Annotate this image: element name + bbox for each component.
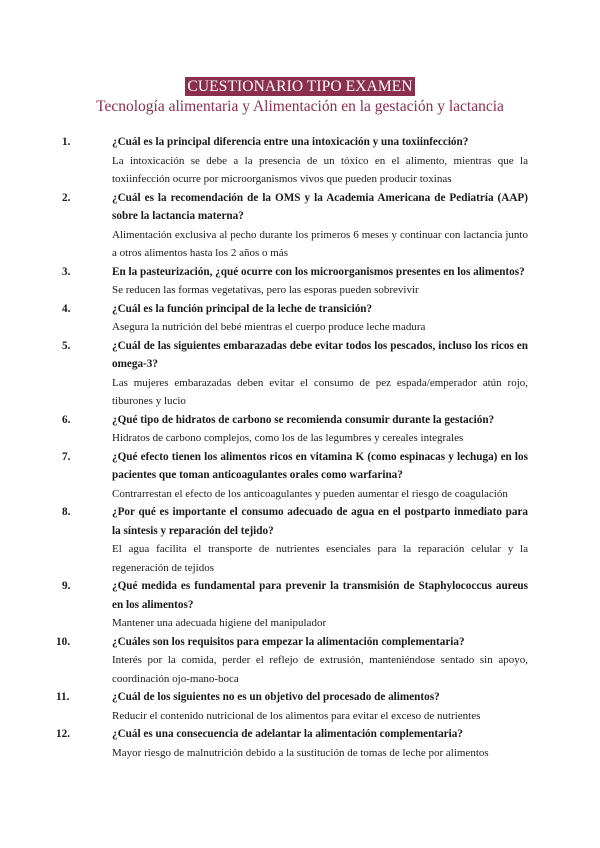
question-item	[56, 688, 528, 725]
answer-text: Interés por la comida, perder el reflejo de extrusión, manteniéndose sentado sin apoyo, coordinación ojo-mano-boca	[112, 654, 528, 685]
question-text: ¿Cuál es la función principal de la leche de transición?	[112, 302, 373, 315]
answer-text: Mantener una adecuada higiene del manipulador	[112, 617, 327, 629]
answer-text: Alimentación exclusiva al pecho durante los primeros 6 meses y continuar con lactancia junto a otros alimentos hasta los 2 años o más	[112, 228, 528, 259]
question-text: ¿Cuál es la recomendación de la OMS y la Academia Americana de Pediatría (AAP) sobre la lactancia materna?	[112, 191, 528, 222]
question-number: 6.	[62, 413, 71, 426]
question-text: ¿Cuáles son los requisitos para empezar la alimentación complementaria?	[112, 635, 465, 648]
question-number: 9.	[62, 580, 71, 592]
question-item	[62, 411, 528, 448]
question-number: 2.	[62, 191, 71, 204]
question-number: 1.	[62, 136, 71, 148]
question-item	[62, 133, 528, 189]
question-item	[62, 189, 528, 263]
answer-text: Contrarrestan el efecto de los anticoagulantes y pueden aumentar el riesgo de coagulación	[112, 487, 508, 500]
question-item	[62, 300, 528, 337]
question-number: 7.	[62, 450, 71, 463]
question-text: ¿Cuál es la principal diferencia entre una intoxicación y una toxiinfección?	[112, 136, 469, 148]
question-item	[62, 263, 528, 300]
answer-text: Asegura la nutrición del bebé mientras el cuerpo produce leche madura	[112, 321, 426, 333]
question-item	[62, 503, 528, 577]
question-number: 8.	[62, 506, 71, 518]
question-number: 11.	[56, 691, 70, 703]
question-item	[56, 725, 528, 762]
question-text: ¿Qué efecto tienen los alimentos ricos en vitamina K (como espinacas y lechuga) en los pacientes que toman anticoagulantes orales como warfarina?	[112, 450, 528, 481]
question-text: ¿Qué medida es fundamental para prevenir la transmisión de Staphylococcus aureus en los alimentos?	[112, 580, 528, 611]
document-subtitle: Tecnología alimentaria y Alimentación en la gestación y lactancia	[96, 98, 504, 115]
answer-text: La intoxicación se debe a la presencia de un tóxico en el alimento, mientras que la toxiinfección ocurre por microorganismos vivos que pueden producir toxinas	[112, 154, 528, 185]
answer-text: Hidratos de carbono complejos, como los de las legumbres y cereales integrales	[112, 432, 464, 444]
question-text: ¿Cuál es una consecuencia de adelantar la alimentación complementaria?	[112, 728, 463, 740]
answer-text: Las mujeres embarazadas deben evitar el consumo de pez espada/emperador atún rojo, tiburones y lucio	[112, 376, 528, 407]
question-item	[62, 448, 528, 504]
question-text: ¿Cuál de las siguientes embarazadas debe evitar todos los pescados, incluso los ricos en omega-3?	[112, 339, 528, 370]
answer-text: Mayor riesgo de malnutrición debido a la sustitución de tomas de leche por alimentos	[112, 746, 489, 759]
answer-text: Se reducen las formas vegetativas, pero las esporas pueden sobrevivir	[112, 284, 419, 296]
question-text: ¿Por qué es importante el consumo adecuado de agua en el postparto inmediato para la síntesis y reparación del tejido?	[112, 506, 528, 537]
title-wrapper	[0, 77, 600, 96]
question-list	[56, 133, 528, 762]
answer-text: El agua facilita el transporte de nutrientes esenciales para la reparación celular y la regeneración de tejidos	[112, 543, 528, 574]
question-text: ¿Cuál de los siguientes no es un objetivo del procesado de alimentos?	[112, 691, 440, 703]
question-number: 12.	[56, 728, 70, 740]
question-text: ¿Qué tipo de hidratos de carbono se recomienda consumir durante la gestación?	[112, 413, 495, 426]
answer-text: Reducir el contenido nutricional de los alimentos para evitar el exceso de nutrientes	[112, 709, 481, 722]
question-number: 10.	[56, 635, 70, 648]
question-number: 3.	[62, 265, 71, 278]
question-item	[62, 577, 528, 633]
question-item	[56, 633, 528, 689]
document-title: CUESTIONARIO TIPO EXAMEN	[187, 78, 413, 95]
question-text: En la pasteurización, ¿qué ocurre con los microorganismos presentes en los alimentos?	[112, 265, 525, 278]
question-item	[62, 337, 528, 411]
question-number: 5.	[62, 339, 71, 352]
question-number: 4.	[62, 302, 71, 315]
